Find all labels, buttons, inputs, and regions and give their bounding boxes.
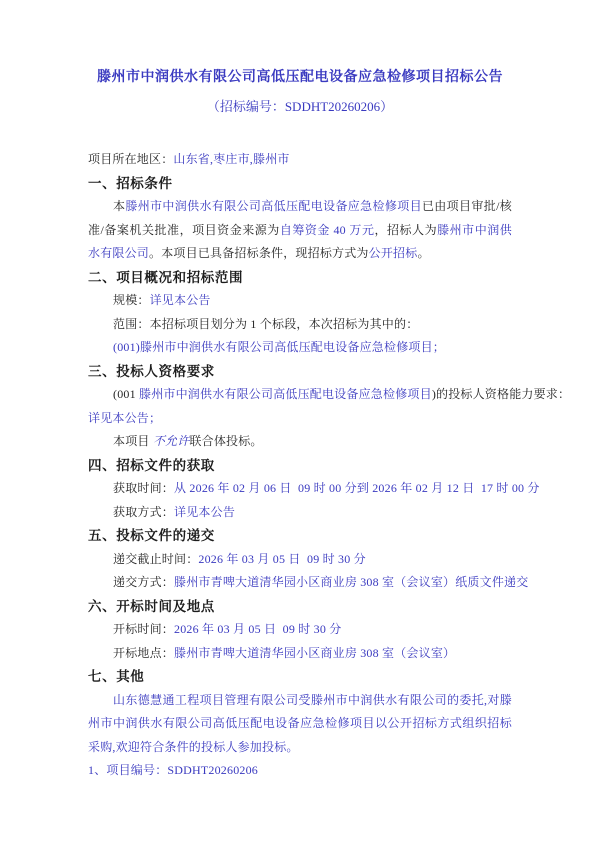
project-number-line [88, 759, 512, 783]
submit-method-line [88, 571, 529, 595]
text-segment: 不允许 [152, 434, 190, 448]
text-segment: 滕州市中润供水有限公司高低压配电设备应急检修项目 [139, 387, 432, 401]
section-5-heading: 五、投标文件的递交 [88, 528, 215, 543]
text-segment: 2026 年 03 月 05 日 09 时 30 分 [174, 622, 342, 636]
section-6-heading: 六、开标时间及地点 [88, 598, 215, 614]
see-announcement-line [88, 407, 512, 431]
text-segment: 自筹资金 40 万元 [279, 222, 375, 237]
text-segment: 项目所在地区： [88, 152, 174, 166]
obtain-method-line [88, 501, 512, 525]
text-segment: 滕州市青啤大道清华园小区商业房 308 室（会议室） [174, 645, 456, 660]
text-segment: 详见本公告 [174, 504, 236, 519]
text-segment: 滕州市青啤大道清华园小区商业房 308 室（会议室）纸质文件递交 [174, 575, 529, 589]
section-7-paragraph [88, 689, 512, 760]
text-segment: 已由项目审批/核准/备案机关批准，项目资金来源为 [88, 199, 512, 237]
text-segment: 开标时间： [113, 622, 175, 636]
section-2-heading: 二、项目概况和招标范围 [88, 269, 244, 285]
text-segment: 规模： [113, 293, 150, 307]
document-content [88, 0, 571, 783]
text-segment: 滕州市中润供水有限公司高低压配电设备应急检修项目 [125, 199, 422, 213]
text-segment: 开标地点： [113, 645, 175, 660]
text-segment: 2026 年 03 月 05 日 09 时 30 分 [198, 551, 366, 566]
text-segment: 。 [417, 246, 430, 260]
text-segment: (001)滕州市中润供水有限公司高低压配电设备应急检修项目； [113, 340, 445, 354]
section-4-heading: 四、招标文件的获取 [88, 457, 215, 473]
text-segment: 详见本公告 [149, 293, 211, 307]
consortium-line [88, 430, 512, 454]
qualification-line [88, 383, 571, 407]
text-segment: 滕州市中润供水有限公司 [88, 222, 512, 260]
text-segment: 。本项目已具备招标条件，现招标方式为 [149, 246, 369, 260]
text-segment: 本项目 [113, 434, 153, 448]
scale-line [88, 289, 512, 313]
text-segment: 公开招标 [368, 246, 418, 260]
text-segment: 获取时间： [113, 481, 175, 495]
text-segment: ，招标人为 [374, 222, 438, 237]
text-segment: 范围：本招标项目划分为 1 个标段，本次招标为其中的： [113, 316, 419, 331]
text-segment: 详见本公告； [88, 410, 162, 425]
section-1-heading: 一、招标条件 [88, 175, 173, 191]
text-segment: 从 2026 年 02 月 06 日 09 时 00 分到 2026 年 02 月 12 日 17 时 00 分 [174, 481, 540, 495]
page-title: 滕州市中润供水有限公司高低压配电设备应急检修项目招标公告 [97, 70, 503, 85]
submit-deadline-line [88, 548, 512, 572]
text-segment: 本 [113, 199, 126, 213]
section-7-heading: 七、其他 [88, 669, 145, 684]
section-3-heading: 三、投标人资格要求 [88, 363, 215, 379]
obtain-time-line [88, 477, 540, 501]
text-segment: 获取方式： [113, 504, 175, 519]
document-body [88, 148, 571, 783]
text-segment: 递交方式： [113, 575, 175, 589]
tender-number-subtitle: （招标编号：SDDHT20260206） [206, 99, 394, 114]
text-segment: (001 [113, 387, 139, 401]
text-segment: 联合体投标。 [189, 434, 263, 448]
text-segment: 山东省,枣庄市,滕州市 [173, 152, 290, 166]
text-segment: 1、项目编号：SDDHT20260206 [88, 763, 259, 777]
text-segment: )的投标人资格能力要求： [431, 387, 571, 401]
location-line [88, 148, 512, 172]
scope-line [88, 313, 512, 337]
text-segment: 山东德慧通工程项目管理有限公司受滕州市中润供水有限公司的委托,对滕州市中润供水有限公司高低压配电设备应急检修项目以公开招标方式组织招标采购,欢迎符合条件的投标人参加投标。 [88, 692, 512, 754]
lot-line [88, 336, 512, 360]
section-1-paragraph [88, 195, 512, 266]
open-time-line [88, 618, 512, 642]
text-segment: 递交截止时间： [113, 551, 199, 566]
open-place-line [88, 642, 512, 666]
